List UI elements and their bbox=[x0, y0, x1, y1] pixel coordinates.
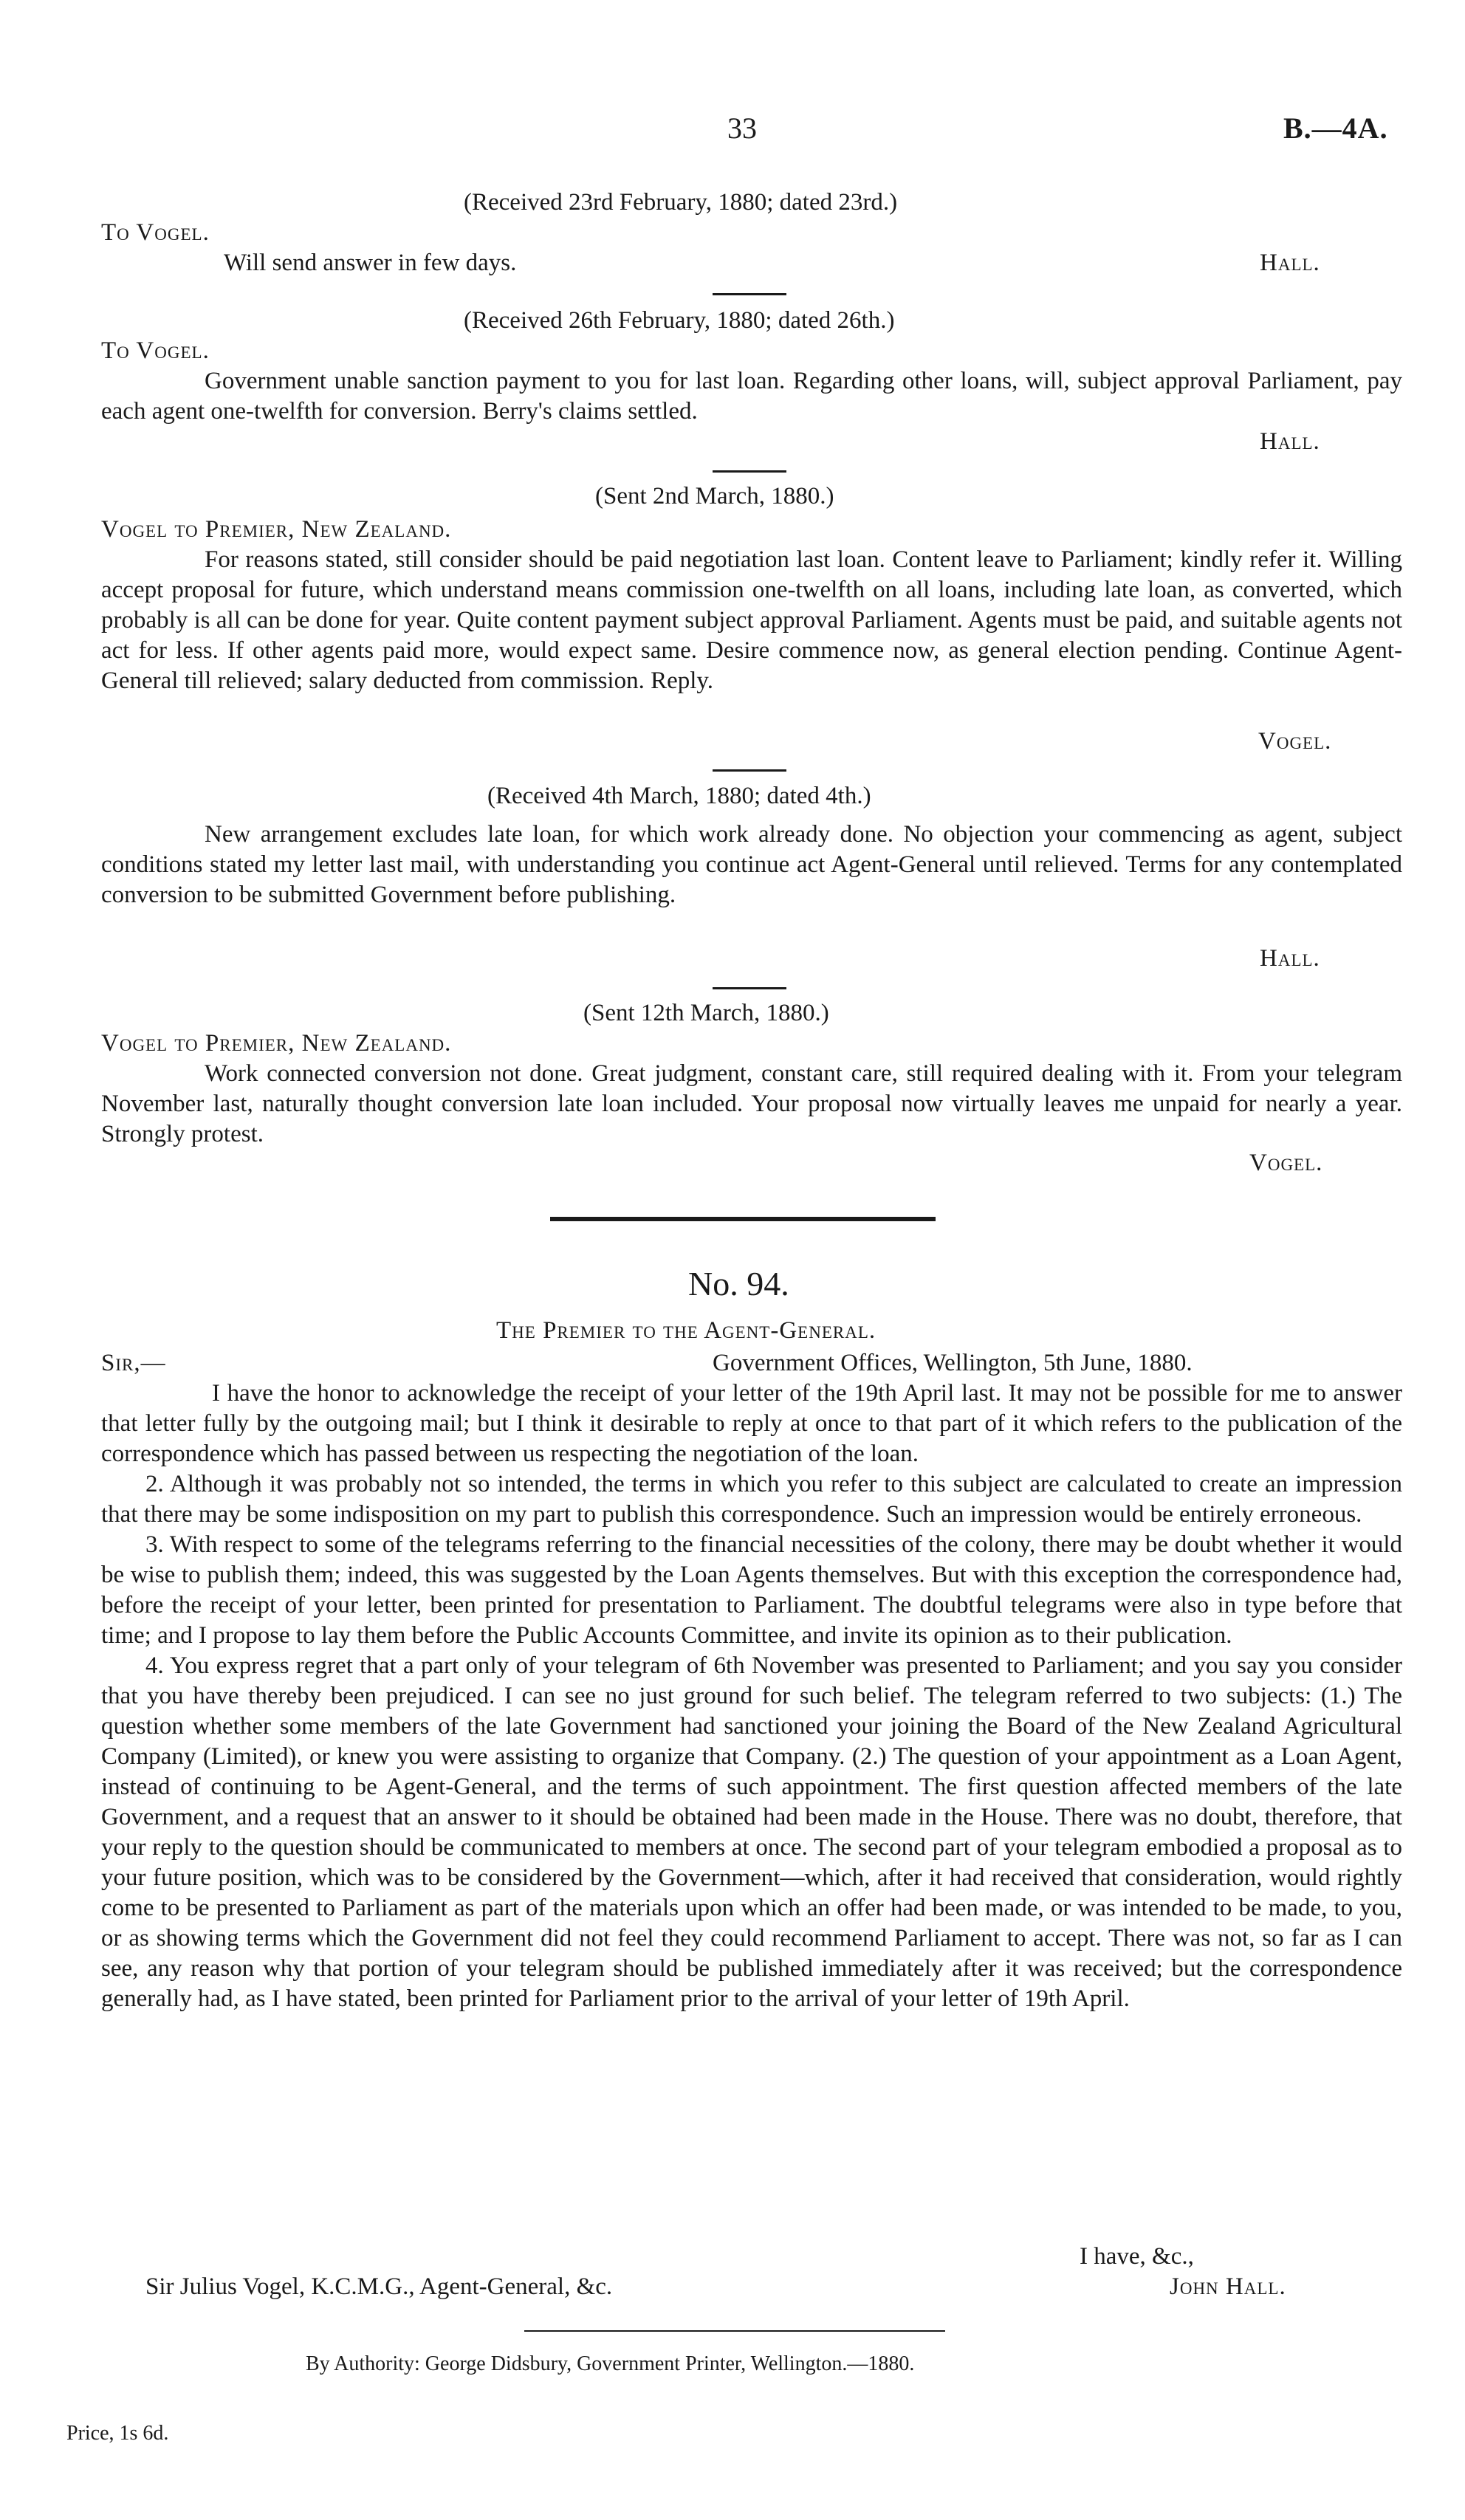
letter-paragraph-1: I have the honor to acknowledge the receipt of your letter of the 19th April last. It may not be possible for me to answer that letter fully by the outgoing mail; but I think it desirable to reply at once to that part of it which refers to the publication of the correspondence which has passed between us respecting the negotiation of the loan. bbox=[101, 1380, 1402, 1467]
telegram-2-body: Government unable sanction payment to you for last loan. Regarding other loans, will, subject approval Parliament, pay each agent one-twelfth for conversion. Berry's claims settled. bbox=[101, 368, 1402, 425]
separator-rule bbox=[713, 769, 786, 772]
letter-body bbox=[101, 1379, 1402, 2014]
letter-salutation: Sir,— bbox=[101, 1350, 166, 1376]
telegram-4-heading: (Received 4th March, 1880; dated 4th.) bbox=[487, 783, 871, 809]
section-divider bbox=[550, 1217, 936, 1221]
separator-rule bbox=[713, 987, 786, 989]
letter-paragraph-3: 3. With respect to some of the telegrams referring to the financial necessities of the colony, there may be doubt whether it would be wise to publish them; indeed, this was suggested by the Loan Agents themselves. But with this exception the correspondence had, before the receipt of your letter, been printed for presentation to Parliament. The doubtful telegrams were also in type before that time; and I propose to lay them before the Public Accounts Committee, and invite its opinion as to their publication. bbox=[101, 1531, 1402, 1649]
letter-signature: John Hall. bbox=[1170, 2273, 1286, 2300]
telegram-1-signature: Hall. bbox=[1260, 250, 1320, 276]
telegram-4-signature: Hall. bbox=[1260, 945, 1320, 972]
letter-recipient: Sir Julius Vogel, K.C.M.G., Agent-General, &c. bbox=[145, 2273, 613, 2300]
letter-number: No. 94. bbox=[688, 1265, 789, 1302]
telegram-3-heading: (Sent 2nd March, 1880.) bbox=[595, 483, 834, 509]
telegram-5-signature: Vogel. bbox=[1249, 1150, 1323, 1176]
telegram-3-signature: Vogel. bbox=[1258, 728, 1332, 755]
footer-rule bbox=[524, 2330, 945, 2332]
page-number: 33 bbox=[727, 111, 757, 145]
telegram-2-signature: Hall. bbox=[1260, 428, 1320, 455]
telegram-1-body: Will send answer in few days. bbox=[224, 250, 517, 276]
telegram-1-heading: (Received 23rd February, 1880; dated 23rd.) bbox=[464, 189, 898, 216]
telegram-2-addressee: To Vogel. bbox=[101, 337, 210, 364]
telegram-2-heading: (Received 26th February, 1880; dated 26th.) bbox=[464, 307, 895, 334]
separator-rule bbox=[713, 293, 786, 295]
letter-title: The Premier to the Agent-General. bbox=[496, 1317, 876, 1344]
separator-rule bbox=[713, 470, 786, 473]
telegram-3-addressee: Vogel to Premier, New Zealand. bbox=[101, 516, 452, 543]
printer-imprint: By Authority: George Didsbury, Government Printer, Wellington.—1880. bbox=[306, 2352, 915, 2375]
telegram-5-body: Work connected conversion not done. Great judgment, constant care, still required dealing with it. From your telegram November last, naturally thought conversion late loan included. Your proposal now virtually leaves me unpaid for nearly a year. Strongly protest. bbox=[101, 1060, 1402, 1147]
letter-paragraph-4: 4. You express regret that a part only of your telegram of 6th November was presented to Parliament; and you say you consider that you have thereby been prejudiced. I can see no just ground for such belief. The telegram referred to two subjects: (1.) The question whether some members of the late Government had sanctioned your joining the Board of the New Zealand Agricultural Company (Limited), or knew you were assisting to organize that Company. (2.) The question of your appointment as a Loan Agent, instead of continuing to be Agent-General, and the terms of such appointment. The first question affected members of the late Government, and a request that an answer to it should be obtained had been made in the House. There was no doubt, therefore, that your reply to the question should be communicated to members at once. The second part of your telegram embodied a proposal as to your future position, which was to be considered by the Government—which, after it had received that consideration, would rightly come to be presented to Parliament as part of the materials upon which an offer had been made, or was intended to be made, to you, or as showing terms which the Government did not feel they could recommend Parliament to accept. There was not, so far as I can see, any reason why that portion of your telegram should be published immediately after it was received; but the correspondence generally had, as I have stated, been printed for Parliament prior to the arrival of your letter of 19th April. bbox=[101, 1652, 1402, 2012]
telegram-1-addressee: To Vogel. bbox=[101, 219, 210, 246]
telegram-3-body: For reasons stated, still consider should be paid negotiation last loan. Content leave to Parliament; kindly refer it. Willing accept proposal for future, which understand means commission one-twelfth on all loans, including late loan, as converted, which probably is all can be done for year. Quite content payment subject approval Parliament. Agents must be paid, and suitable agents not act for less. If other agents paid more, would expect same. Desire commence now, as general election pending. Continue Agent-General till relieved; salary deducted from commission. Reply. bbox=[101, 546, 1402, 694]
letter-paragraph-2: 2. Although it was probably not so intended, the terms in which you refer to this subject are calculated to create an impression that there may be some indisposition on my part to publish this correspondence. Such an impression would be entirely erroneous. bbox=[101, 1471, 1402, 1528]
telegram-5-addressee: Vogel to Premier, New Zealand. bbox=[101, 1030, 452, 1057]
letter-place-date: Government Offices, Wellington, 5th June, 1880. bbox=[713, 1350, 1193, 1376]
telegram-4-body: New arrangement excludes late loan, for which work already done. No objection your commencing as agent, subject conditions stated my letter last mail, with understanding you continue act Agent-General until relieved. Terms for any contemplated conversion to be submitted Government before publishing. bbox=[101, 821, 1402, 908]
price-note: Price, 1s 6d. bbox=[66, 2422, 169, 2445]
letter-closing: I have, &c., bbox=[1080, 2243, 1194, 2270]
document-reference: B.—4A. bbox=[1283, 111, 1388, 145]
telegram-5-heading: (Sent 12th March, 1880.) bbox=[583, 1000, 829, 1026]
